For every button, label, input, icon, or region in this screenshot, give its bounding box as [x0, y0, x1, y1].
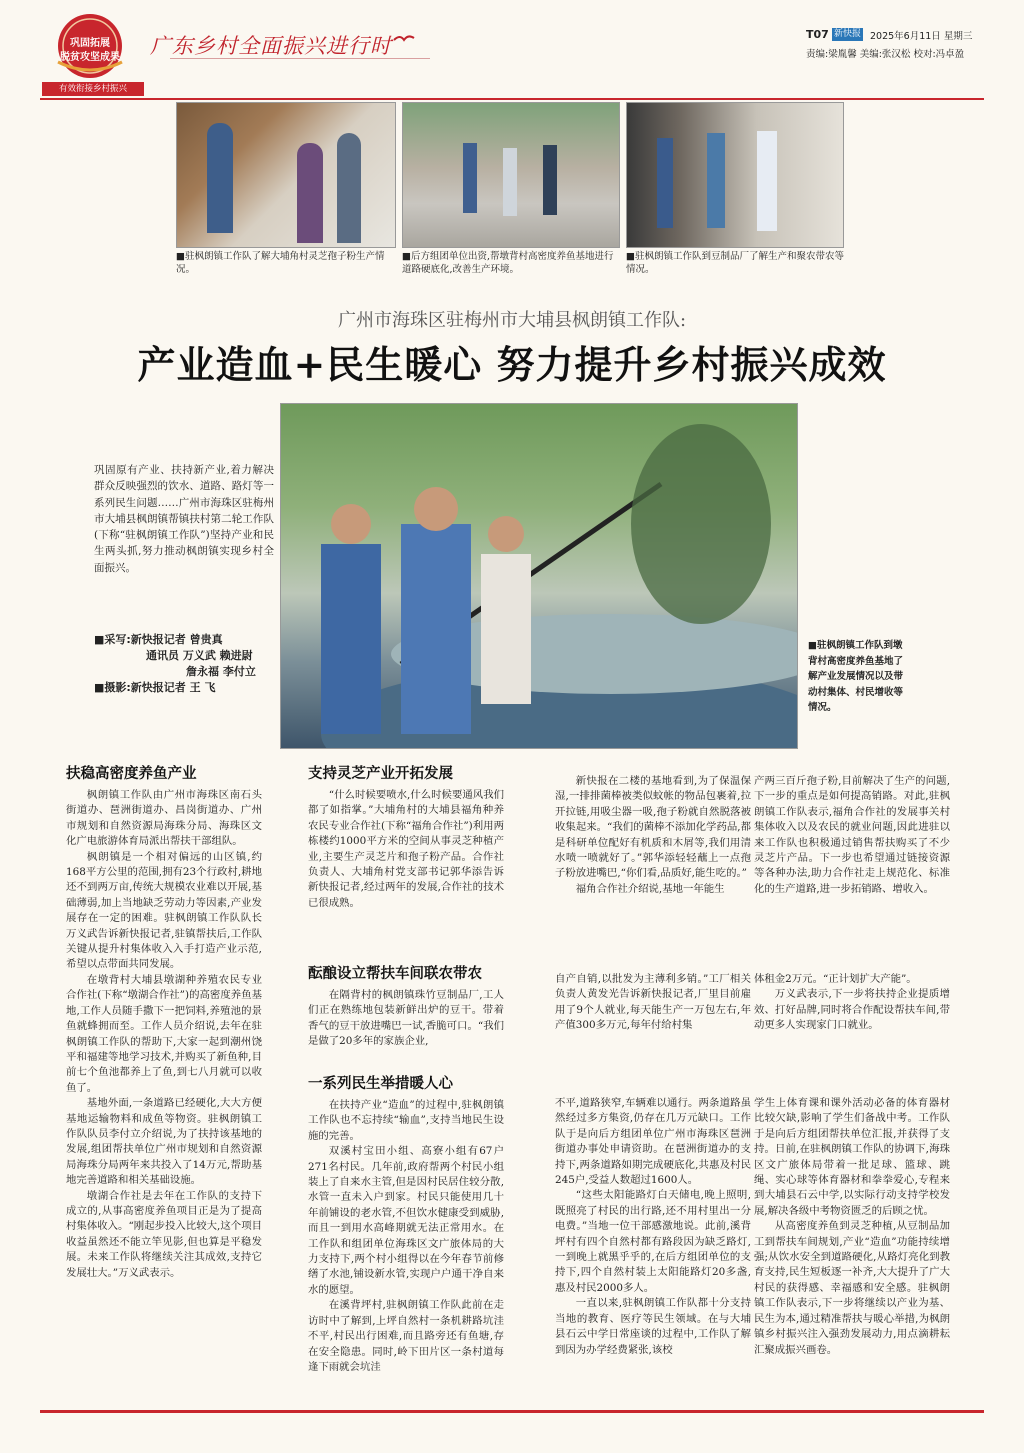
body-paragraph: 体租金2万元。“正计划扩大产能”。 — [754, 973, 917, 985]
body-paragraph: 一直以来,驻枫朗镇工作队都十分支持当地的教育、医疗等民生领域。在与大埔县石云中学日常座谈的过程中,工作队了解到因为办学经费紧张,该校 — [555, 1297, 751, 1356]
byline-correspondents-1: 通讯员 万义武 赖进尉 — [146, 649, 253, 662]
body-paragraph: 双溪村宝田小组、高寮小组有67户271名村民。几年前,政府帮两个村民小组装上了自来水主管,但是因村民居住较分散,水管一直未入户到家。村民只能使用几十年前铺设的老水管,不但饮水健康受到威胁,而且一到用水高峰期就无法正常用水。在工作队和组团单位海珠区文广旅体局的大力支持下,两个村小组得以在今年春节前修缮了水池,铺设新水管,实现户户通干净自来水的愿望。 — [308, 1145, 504, 1296]
byline-photographer: ■摄影:新快报记者 王 飞 — [94, 681, 216, 694]
fishing-net-illustration — [281, 404, 798, 749]
body-column-2b — [308, 988, 504, 1052]
body-column-4c — [754, 1096, 950, 1402]
body-paragraph: “这些太阳能路灯白天储电,晚上照明,既照亮了村民的出行路,还不用村里出一分电费。”当地一位干部感激地说。此前,溪背坪村有四个自然村都有路段因为缺乏路灯,一到晚上就黑乎乎的,在后方组团单位的支持下,四个自然村装上太阳能路灯20多盏,惠及村民2000多人。 — [555, 1189, 751, 1294]
main-photo-fish-pond — [280, 403, 798, 749]
byline-reporter: ■采写:新快报记者 曾贵真 — [94, 633, 223, 646]
body-paragraph: 基地外面,一条道路已经硬化,大大方便基地运输物料和成鱼等物资。驻枫朗镇工作队队员李付立介绍说,为了扶持该基地的发展,组团帮扶单位广州市规划和自然资源局海珠分局两年来共投入了14万元,帮助基地完善道路和相关基础设施。 — [66, 1097, 262, 1187]
body-paragraph: 在扶持产业“造血”的过程中,驻枫朗镇工作队也不忘持续“输血”,支持当地民生设施的完善。 — [308, 1099, 504, 1142]
banner-title: 广东乡村全面振兴进行时 — [150, 34, 392, 58]
body-column-3b — [555, 972, 751, 1052]
body-paragraph: 在溪背坪村,驻枫朗镇工作队此前在走访时中了解到,上坪自然村一条机耕路坑洼不平,村民出行困难,而且路旁还有鱼塘,存在安全隐患。同时,岭下田片区一条村道每逢下雨就会坑洼 — [308, 1299, 504, 1373]
photo-caption-1: ■驻枫朗镇工作队了解大埔角村灵芝孢子粉生产情况。 — [176, 251, 385, 275]
section-heading-workshop: 酝酿设立帮扶车间联农带农 — [308, 966, 482, 982]
photo-caption-3: ■驻枫朗镇工作队到豆制品厂了解生产和聚农带农等情况。 — [626, 251, 844, 275]
body-paragraph: 万义武表示,下一步将扶持企业提质增效、打好品牌,同时将合作配设帮扶车间,带动更多人实现家门口就业。 — [754, 988, 950, 1032]
headline-kicker: 广州市海珠区驻梅州市大埔县枫朗镇工作队: — [337, 310, 687, 331]
bird-icon — [392, 32, 416, 46]
body-column-3c — [555, 1096, 751, 1402]
header-rule — [40, 98, 984, 100]
body-paragraph: “什么时候要喷水,什么时候要通风我们都了如指掌。”大埔角村的大埔县福角种养农民专业合作社(下称“福角合作社”)利用两栋楼约1000平方米的空间从事灵芝种植产业,主要生产灵芝片和孢子粉产品。合作社负责人、大埔角村党支部书记郭华添告诉新快报记者,经过两年的发展,合作社的技术已很成熟。 — [308, 789, 504, 909]
body-paragraph: 在隔背村的枫朗镇珠竹豆制品厂,工人们正在熟练地包装新鲜出炉的豆干。带着香气的豆干放进嘴巴一试,香脆可口。“我们是做了20多年的家族企业, — [308, 989, 504, 1048]
body-paragraph: 墩湖合作社是去年在工作队的支持下成立的,从事高密度养鱼项目正是为了提高村集体收入。“刚起步投入比较大,这个项目收益虽然还不能立竿见影,但也算是平稳发展。未来工作队将继续关注其成效,支持它发展壮大。”万义武表示。 — [66, 1189, 262, 1279]
body-paragraph: 产两三百斤孢子粉,目前解决了生产的问题,下一步的重点是如何提高销路。对此,驻枫朗镇工作队表示,福角合作社的发展事关村集体收入以及农民的就业问题,因此进驻以来工作队也积极通过销售帮扶购买了不少灵芝片产品。下一步也希望通过链接资源等各种办法,助力合作社走上规范化、标准化的生产道路,进一步拓销路、增收入。 — [754, 775, 950, 895]
badge-line2: 脱贫攻坚成果 — [60, 52, 120, 63]
photo-caption-2: ■后方组团单位出资,帮墩背村高密度养鱼基地进行道路硬底化,改善生产环境。 — [402, 251, 614, 275]
body-column-3a — [555, 774, 751, 948]
issue-date: 2025年6月11日 星期三 — [870, 31, 973, 42]
bylines — [94, 632, 284, 696]
body-column-2a — [308, 788, 504, 948]
body-column-4a — [754, 774, 950, 948]
byline-correspondents-2: 詹永福 李付立 — [186, 665, 256, 678]
section-heading-livelihood: 一系列民生举措暖人心 — [308, 1076, 453, 1092]
section-heading-fish: 扶稳高密度养鱼产业 — [66, 766, 197, 782]
body-column-4b — [754, 972, 950, 1052]
photo-tofu-factory — [626, 102, 844, 248]
column-badge — [40, 12, 140, 80]
headline-title: 产业造血+民生暖心 努力提升乡村振兴成效 — [137, 342, 887, 387]
paper-tag: 新快报 — [834, 29, 862, 39]
banner-underline — [170, 58, 430, 59]
photo-lingzhi-workshop — [176, 102, 396, 248]
body-paragraph: 枫朗镇工作队由广州市海珠区南石头街道办、琶洲街道办、昌岗街道办、广州市规划和自然资源局海珠分局、海珠区文化广电旅游体育局派出帮扶干部组队。 — [66, 789, 262, 848]
body-paragraph: 新快报在二楼的基地看到,为了保温保湿,一排排菌棒被类似蚊帐的物品包裹着,拉开拉链,用吸尘器一吸,孢子粉就自然脱落被收集起来。“我们的菌棒不添加化学药品,都是科研单位配好有机质和木屑等,我们用清水喷一喷就好了。”郭华添轻轻蘸上一点孢子粉放进嘴巴,“你们看,品质好,能生吃的。” — [555, 775, 751, 880]
footer-rule — [40, 1410, 984, 1413]
body-paragraph: 枫朗镇是一个相对偏远的山区镇,约168平方公里的范围,拥有23个行政村,耕地还不到两万亩,传统大规模农业难以开展,基础薄弱,加上当地缺乏劳动力等因素,产业发展存在一定的困难。驻枫朗镇工作队队长万义武告诉新快报记者,驻镇帮扶后,工作队关键从提升村集体收入入手打造产业示范,希望以点带面共同发展。 — [66, 850, 262, 971]
editor-credits: 责编:梁胤馨 美编:张汉松 校对:冯卓盈 — [806, 49, 965, 60]
body-column-2c — [308, 1098, 504, 1402]
body-paragraph: 在墩背村大埔县墩湖种养殖农民专业合作社(下称“墩湖合作社”)的高密度养鱼基地,工作人员随手撒下一把饲料,养殖池的景鱼就蜂拥而至。工作人员介绍说,去年在驻枫朗镇工作队的帮助下,大家一起到潮州饶平和福建等地学习技术,并购买了新鱼种,目前七个鱼池都养上了鱼,到七八月就可以收鱼了。 — [66, 973, 262, 1094]
badge-subtitle: 有效衔接乡村振兴 — [42, 82, 144, 96]
lead-paragraph: 巩固原有产业、扶持新产业,着力解决群众反映强烈的饮水、道路、路灯等一系列民生问题……广州市海珠区驻梅州市大埔县枫朗镇帮镇扶村第二轮工作队(下称“驻枫朗镇工作队”)坚持产业和民生两头抓,努力推动枫朗镇实现乡村全面振兴。 — [94, 464, 274, 574]
body-column-1 — [66, 788, 262, 1400]
body-paragraph: 自产自销,以批发为主薄利多销。”工厂相关负责人黄发光告诉新快报记者,厂里目前雇用了9个人就业,每天能生产一万包左右,年产值300多万元,每年付给村集 — [555, 973, 751, 1032]
body-paragraph: 福角合作社介绍说,基地一年能生 — [575, 882, 725, 895]
badge-line1: 巩固拓展 — [70, 38, 110, 49]
body-paragraph: 学生上体育课和课外活动必备的体育器材比较欠缺,影响了学生们备战中考。工作队于是向后方组团帮扶单位汇报,并获得了支持。日前,在驻枫朗镇工作队的协调下,海珠区文广旅体局带着一批足球、篮球、跳绳、实心球等体育器材和拳拳爱心,专程来到大埔县石云中学,以实际行动支持学校发展,解决各级中考物资匮乏的后顾之忧。 — [754, 1097, 950, 1217]
section-heading-lingzhi: 支持灵芝产业开拓发展 — [308, 766, 453, 782]
photo-fish-base-road — [402, 102, 620, 248]
page-number: T07 — [806, 28, 829, 41]
body-paragraph: 从高密度养鱼到灵芝种植,从豆制品加工到帮扶车间规划,产业“造血”功能持续增强;从饮水安全到道路硬化,从路灯亮化到教育支持,民生短板逐一补齐,大大提升了广大村民的获得感、幸福感和安全感。驻枫朗镇工作队表示,下一步将继续以产业为基、民生为本,通过精准帮扶与暖心举措,为枫朗镇乡村振兴注入强劲发展动力,用点滴耕耘汇聚成振兴画卷。 — [754, 1220, 950, 1356]
main-photo-caption: ■驻枫朗镇工作队到墩背村高密度养鱼基地了解产业发展情况以及带动村集体、村民增收等情况。 — [808, 640, 904, 713]
body-paragraph: 不平,道路狭窄,车辆难以通行。两条道路虽然经过多方集资,仍存在几万元缺口。工作队于是向后方组团单位广州市海珠区琶洲街道办事处申请资助。在琶洲街道办的支持下,两条道路如期完成硬底化,共惠及村民245户,受益人数超过1600人。 — [555, 1097, 751, 1187]
